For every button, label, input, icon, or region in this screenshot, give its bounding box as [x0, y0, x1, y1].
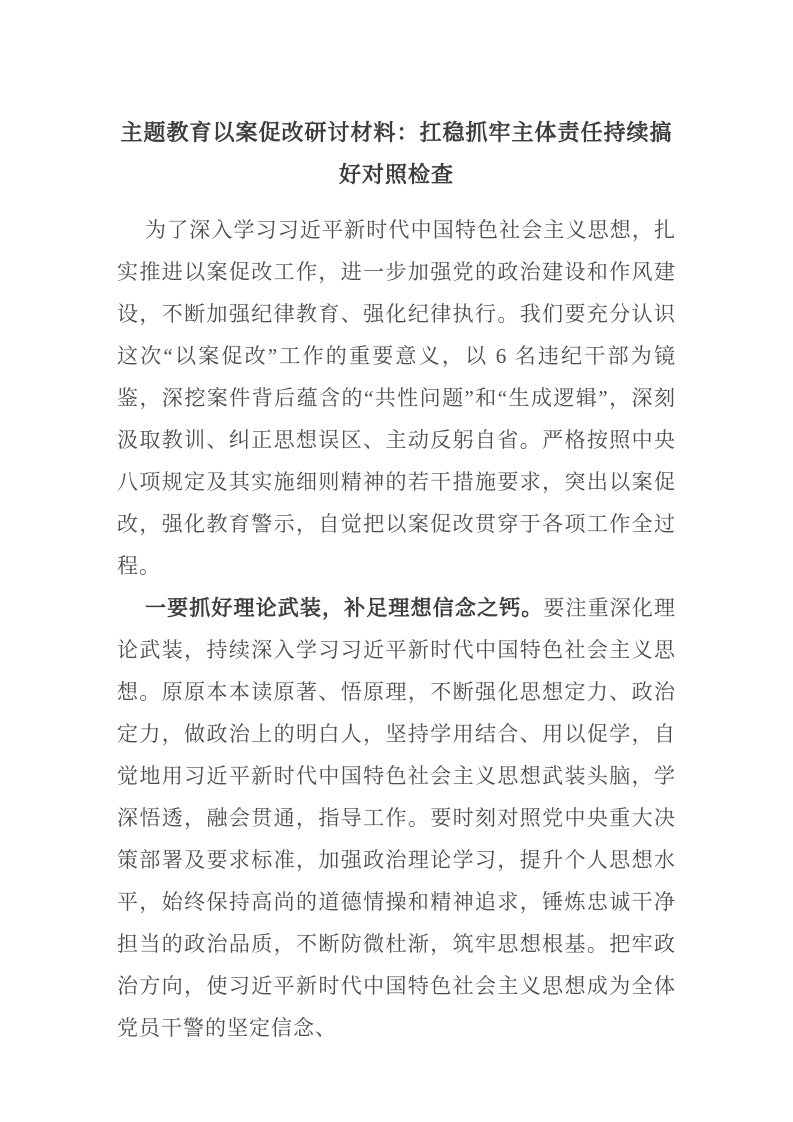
paragraph-1: [117, 209, 676, 587]
paragraph-2-text: 要注重深化理论武装，持续深入学习习近平新时代中国特色社会主义思想。原原本本读原著、悟原理，不断强化思想定力、政治定力，做政治上的明白人，坚持学用结合、用以促学，自觉地用习近平新时代中国特色社会主义思想武装头脑，学深悟透，融会贯通，指导工作。要时刻对照党中央重大决策部署及要求标准，加强政治理论学习，提升个人思想水平，始终保持高尚的道德情操和精神追求，锤炼忠诚干净担当的政治品质，不断防微杜渐，筑牢思想根基。把牢政治方向，使习近平新时代中国特色社会主义思想成为全体党员干警的坚定信念、: [117, 596, 677, 1040]
paragraph-1-text: 为了深入学习习近平新时代中国特色社会主义思想，扎实推进以案促改工作，进一步加强党的政治建设和作风建设，不断加强纪律教育、强化纪律执行。我们要充分认识这次“以案促改”工作的重要意义，以 6 名违纪干部为镜鉴，深挖案件背后蕴含的“共性问题”和“生成逻辑”，深刻汲取教训、纠正思想误区、主动反躬自省。严格按照中央八项规定及其实施细则精神的若干措施要求，突出以案促改，强化教育警示，自觉把以案促改贯穿于各项工作全过程。: [117, 218, 676, 578]
paragraph-2: [117, 587, 676, 1049]
document-title: 主题教育以案促改研讨材料：扛稳抓牢主体责任持续搞好对照检查: [120, 120, 673, 187]
paragraph-2-lead: 一要抓好理论武装，补足理想信念之钙。: [145, 596, 544, 620]
